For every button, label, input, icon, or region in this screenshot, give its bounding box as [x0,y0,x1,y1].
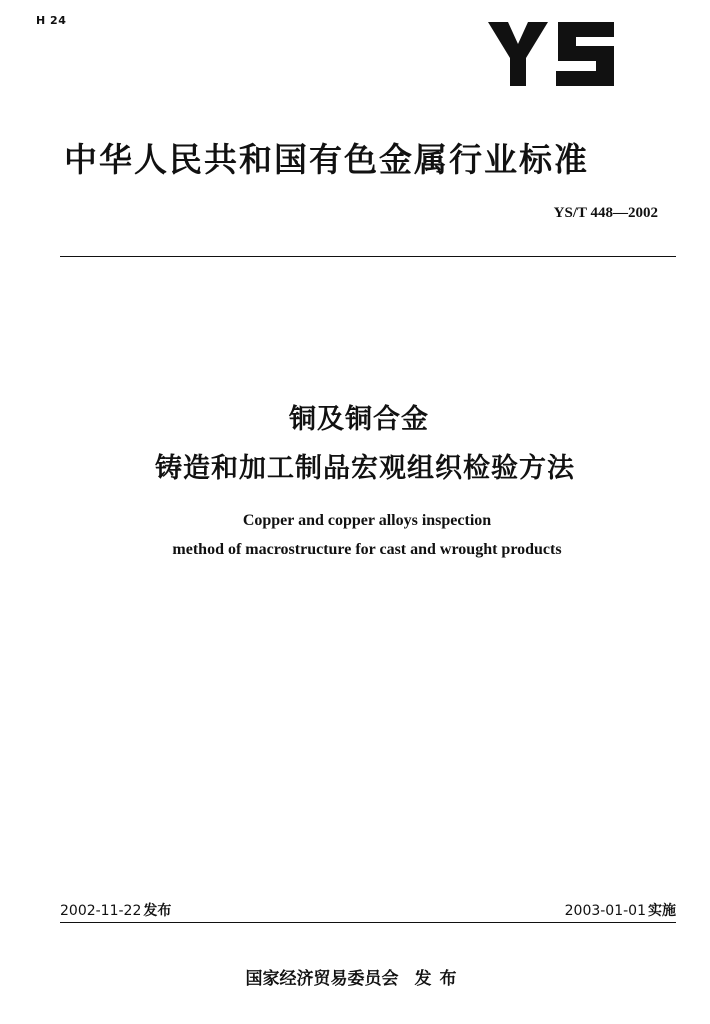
standard-number: YS/T 448—2002 [553,205,658,221]
header-divider [60,256,676,257]
issue-label: 发布 [143,903,172,919]
org-title: 中华人民共和国有色金属行业标准 [64,140,589,179]
chinese-title-line-2: 铸造和加工制品宏观组织检验方法 [155,453,575,484]
english-title-line-2: method of macrostructure for cast and wrought products [172,541,562,558]
implement-date: 2003-01-01 [564,903,646,919]
chinese-title-line-1: 铜及铜合金 [289,404,429,435]
publisher-name: 国家经济贸易委员会 [245,969,399,989]
english-title-line-1: Copper and copper alloys inspection [242,512,492,529]
ys-logo [488,22,614,86]
publisher-line [0,964,710,989]
implement-date-block [565,900,676,920]
classification-code: H 24 [36,14,67,27]
issue-date-block [60,900,171,920]
footer-divider [60,922,676,923]
publish-action: 发布 [414,969,465,989]
logo-letter-s [556,22,614,86]
implement-label: 实施 [648,903,676,919]
issue-date: 2002-11-22 [60,903,142,919]
logo-letter-y [488,22,548,86]
